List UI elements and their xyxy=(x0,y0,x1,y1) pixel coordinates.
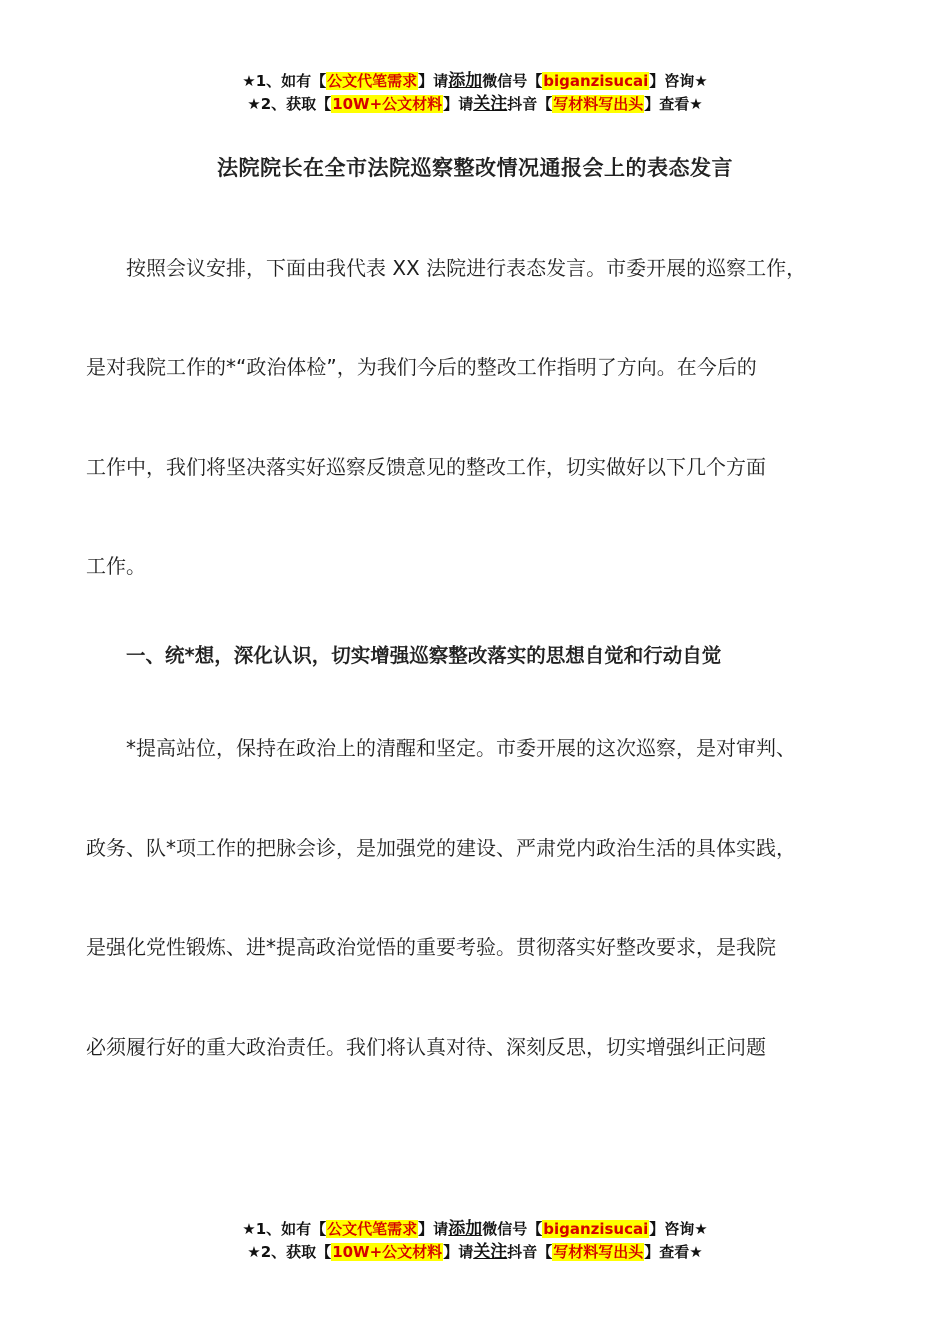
banner-highlight-service: 公文代笔需求 xyxy=(327,1220,418,1238)
section-heading-1: 一、统*想，深化认识，切实增强巡察整改落实的思想自觉和行动自觉 xyxy=(126,644,722,667)
banner-text: ★1、如有【 xyxy=(242,1220,327,1238)
banner-text: 】请 xyxy=(443,95,474,113)
banner-text: ★2、获取【 xyxy=(247,95,332,113)
banner-emphasis: 添加 xyxy=(448,1219,483,1239)
banner-text: 】请 xyxy=(418,72,449,90)
bottom-banner-line-1 xyxy=(0,1218,950,1241)
banner-emphasis: 关注 xyxy=(473,1242,508,1262)
paragraph-1-line-2: 是对我院工作的*“政治体检”，为我们今后的整改工作指明了方向。在今后的 xyxy=(86,355,757,379)
banner-text: 微信号【 xyxy=(482,1220,543,1238)
banner-text: ★2、获取【 xyxy=(247,1243,332,1261)
banner-text: 抖音【 xyxy=(507,95,553,113)
paragraph-1-line-4: 工作。 xyxy=(86,554,146,578)
top-banner-line-2 xyxy=(0,93,950,116)
banner-text: 微信号【 xyxy=(482,72,543,90)
banner-highlight-douyin: 写材料写出头 xyxy=(553,1243,644,1261)
paragraph-2-line-2: 政务、队*项工作的把脉会诊，是加强党的建设、严肃党内政治生活的具体实践， xyxy=(86,836,796,860)
top-banner-line-1 xyxy=(0,70,950,93)
banner-text: 】咨询★ xyxy=(649,72,708,90)
banner-highlight-materials: 10W+公文材料 xyxy=(332,1243,443,1261)
banner-highlight-douyin: 写材料写出头 xyxy=(553,95,644,113)
banner-highlight-materials: 10W+公文材料 xyxy=(332,95,443,113)
banner-text: 】查看★ xyxy=(644,1243,703,1261)
paragraph-1-line-3: 工作中，我们将坚决落实好巡察反馈意见的整改工作，切实做好以下几个方面 xyxy=(86,455,766,479)
paragraph-1-line-1: 按照会议安排，下面由我代表 XX 法院进行表态发言。市委开展的巡察工作， xyxy=(126,256,807,280)
paragraph-2-line-1: *提高站位，保持在政治上的清醒和坚定。市委开展的这次巡察，是对审判、 xyxy=(126,736,796,760)
banner-text: 】请 xyxy=(443,1243,474,1261)
banner-emphasis: 添加 xyxy=(448,71,483,91)
banner-text: 抖音【 xyxy=(507,1243,553,1261)
banner-text: 】查看★ xyxy=(644,95,703,113)
paragraph-2-line-3: 是强化党性锻炼、进*提高政治觉悟的重要考验。贯彻落实好整改要求，是我院 xyxy=(86,935,776,959)
paragraph-2-line-4: 必须履行好的重大政治责任。我们将认真对待、深刻反思，切实增强纠正问题 xyxy=(86,1035,766,1059)
banner-text: 】咨询★ xyxy=(649,1220,708,1238)
banner-text: 】请 xyxy=(418,1220,449,1238)
banner-emphasis: 关注 xyxy=(473,94,508,114)
banner-highlight-wechat: biganzisucai xyxy=(543,72,649,90)
top-banner xyxy=(0,70,950,116)
bottom-banner xyxy=(0,1218,950,1264)
bottom-banner-line-2 xyxy=(0,1241,950,1264)
banner-text: ★1、如有【 xyxy=(242,72,327,90)
banner-highlight-wechat: biganzisucai xyxy=(543,1220,649,1238)
document-title: 法院院长在全市法院巡察整改情况通报会上的表态发言 xyxy=(217,156,733,180)
banner-highlight-service: 公文代笔需求 xyxy=(327,72,418,90)
